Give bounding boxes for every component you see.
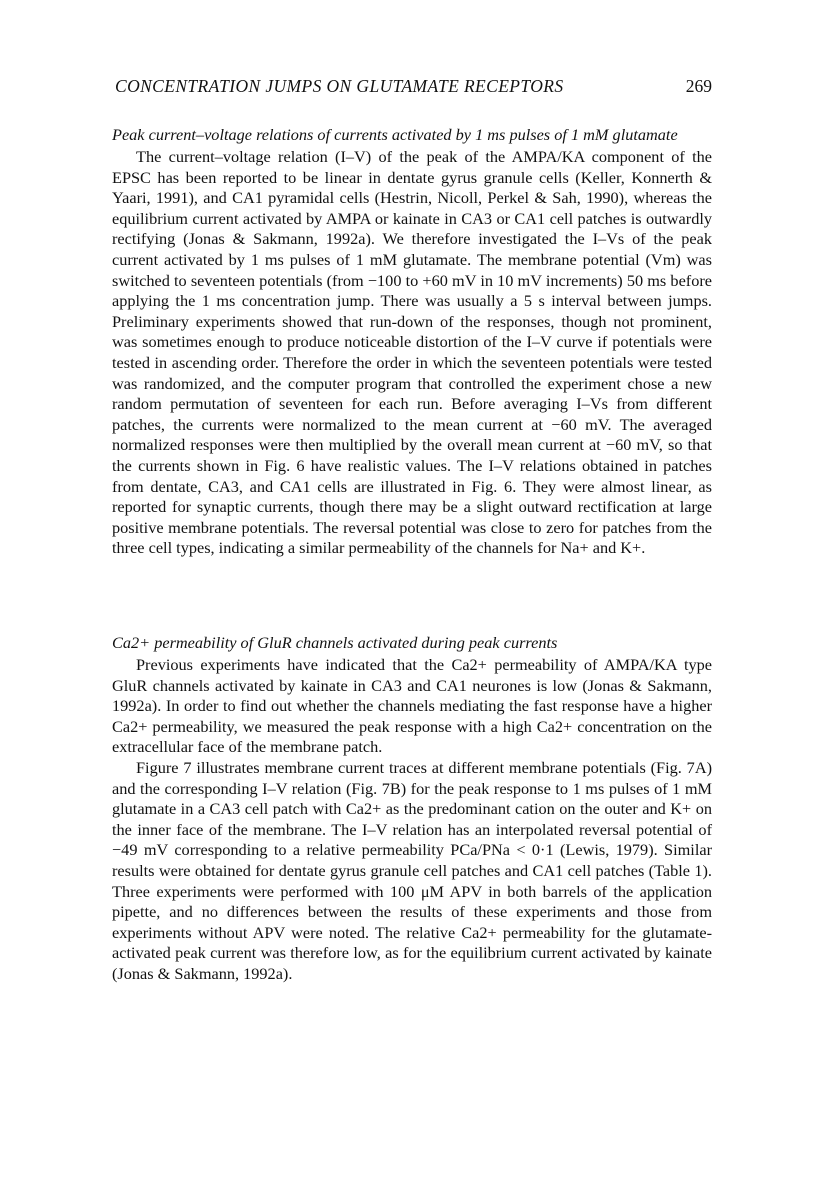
running-header <box>112 76 712 98</box>
section-body-ca-permeability <box>112 655 712 985</box>
section-heading-ca-permeability: Ca2+ permeability of GluR channels activated during peak currents <box>112 633 558 652</box>
paragraph: Previous experiments have indicated that the Ca2+ permeability of AMPA/KA type GluR channels activated by kainate in CA3 and CA1 neurones is low (Jonas & Sakmann, 1992a). In order to find out whether the channels mediating the fast response have a higher Ca2+ permeability, we measured the peak response with a high Ca2+ concentration on the extracellular face of the membrane patch. <box>112 655 712 757</box>
paragraph: Figure 7 illustrates membrane current traces at different membrane potentials (Fig. 7A) and the corresponding I–V relation (Fig. 7B) for the peak response to 1 ms pulses of 1 mM glutamate in a CA3 cell patch with Ca2+ as the predominant cation on the outer and K+ on the inner face of the membrane. The I–V relation has an interpolated reversal potential of −49 mV corresponding to a relative permeability PCa/PNa < 0·1 (Lewis, 1979). Similar results were obtained for dentate gyrus granule cell patches and CA1 cell patches (Table 1). Three experiments were performed with 100 μM APV in both barrels of the application pipette, and no differences between the results of these experiments and those from experiments without APV were noted. The relative Ca2+ permeability for the glutamate-activated peak current was therefore low, as for the equilibrium current activated by kainate (Jonas & Sakmann, 1992a). <box>112 757 712 983</box>
section-heading-peak-iv: Peak current–voltage relations of currents activated by 1 ms pulses of 1 mM glutamate <box>112 125 678 144</box>
paragraph: The current–voltage relation (I–V) of the peak of the AMPA/KA component of the EPSC has been reported to be linear in dentate gyrus granule cells (Keller, Konnerth & Yaari, 1991), and CA1 pyramidal cells (Hestrin, Nicoll, Perkel & Sah, 1990), whereas the equilibrium current activated by AMPA or kainate in CA3 or CA1 cell patches is outwardly rectifying (Jonas & Sakmann, 1992a). We therefore investigated the I–Vs of the peak current activated by 1 ms pulses of 1 mM glutamate. The membrane potential (Vm) was switched to seventeen potentials (from −100 to +60 mV in 10 mV increments) 50 ms before applying the 1 ms concentration jump. There was usually a 5 s interval between jumps. Preliminary experiments showed that run-down of the responses, though not prominent, was sometimes enough to produce noticeable distortion of the I–V curve if potentials were tested in ascending order. Therefore the order in which the seventeen potentials were tested was randomized, and the computer program that controlled the experiment chose a new random permutation of seventeen for each run. Before averaging I–Vs from different patches, the currents were normalized to the mean current at −60 mV. The averaged normalized responses were then multiplied by the overall mean current at −60 mV, so that the currents shown in Fig. 6 have realistic values. The I–V relations obtained in patches from dentate, CA3, and CA1 cells are illustrated in Fig. 6. They were almost linear, as reported for synaptic currents, though there may be a slight outward rectification at large positive membrane potentials. The reversal potential was close to zero for patches from the three cell types, indicating a similar permeability of the channels for Na+ and K+. <box>112 147 712 558</box>
running-title: CONCENTRATION JUMPS ON GLUTAMATE RECEPTORS <box>115 76 564 96</box>
page-number: 269 <box>685 76 712 96</box>
section-body-peak-iv <box>112 147 712 559</box>
